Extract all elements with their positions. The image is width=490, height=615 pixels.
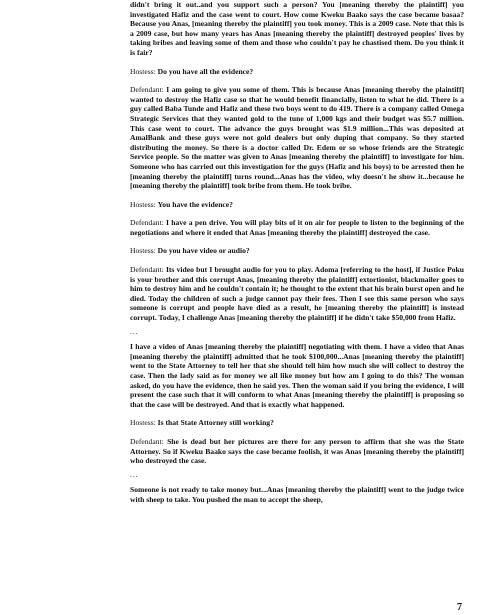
statement-text: She is dead but her pictures are there for any person to affirm that she was the State Attorney. So if Kweku Baako says the case became foolish, it was Anas [meaning thereby the plaintiff] who destroyed the case. — [130, 436, 464, 466]
ellipsis-separator — [130, 470, 464, 480]
statement-text: Do you have video or audio? — [157, 246, 250, 256]
speaker-label: Hostess: — [130, 66, 156, 76]
statement-text: Do you have all the evidence? — [157, 66, 254, 76]
hostess-question — [130, 200, 464, 210]
ellipsis-separator — [130, 327, 464, 337]
ellipsis-text: ... — [130, 326, 139, 336]
statement-text: Its video but I brought audio for you to play. Adoma [referring to the host], if Justice Poku is your brother and this corrupt Anas, [meaning thereby the plaintiff] extortionist, blackmailer goes to him to destroy him and he couldn't contain it; he thought to the extent that his brain burst open and he died. Today the children of such a judge cannot pay their fees. Then I see this same person who says someone is corrupt and people have died as a result, he [meaning thereby the plaintiff] is instead corrupt. Today, I challenge Anas [meaning thereby the plaintiff] if he didn't take $50,000 from Hafiz. — [130, 265, 464, 323]
page-number: 7 — [457, 602, 462, 614]
defendant-statement — [130, 0, 464, 58]
defendant-statement — [130, 218, 464, 237]
speaker-label: Hostess: — [130, 418, 156, 428]
statement-text: didn't bring it out..and you support such a person? You [meaning thereby the plaintiff] you investigated Hafiz and the case went to court. How come Kweku Baako says the case became basaa? Because you Anas, [meaning thereby the plaintiff] you took money. This is a 2009 case. Note that this is a 2009 case, but how many years has Anas [meaning thereby the plaintiff] destroyed peoples' lives by taking bribes and leaving some of them and those who couldn't pay he chastised them. Do you think it is fair? — [130, 0, 464, 57]
speaker-label: Hostess: — [130, 199, 156, 209]
speaker-label: Hostess: — [130, 246, 156, 256]
speaker-label: Defendant: — [130, 85, 164, 95]
document-body — [130, 0, 464, 505]
statement-text: I have a video of Anas [meaning thereby the plaintiff] negotiating with them. I have a video that Anas [meaning thereby the plaintiff] admitted that he took $100,000...Anas [meaning thereby the plaintiff] went to the State Attorney to tell her that she should tell him how much she will collect to destroy the case. Then the lady said as for money we all like money but how am I going to do this? The woman asked, do you have the evidence, then he said yes. Then the woman said if you bring the evidence, I will present the case such that it will conform to what Anas [meaning thereby the plaintiff] is proposing so that the case will be destroyed. And that is exactly what happened. — [130, 342, 464, 409]
speaker-label: Defendant: — [130, 436, 164, 446]
hostess-question — [130, 67, 464, 77]
speaker-label: Defendant: — [130, 265, 164, 275]
defendant-statement — [130, 265, 464, 323]
statement-text: I have a pen drive. You will play bits of it on air for people to listen to the beginning of the negotiations and where it ended that Anas [meaning thereby the plaintiff] destroyed the case. — [130, 218, 464, 237]
statement-text: I am going to give you some of them. This is because Anas [meaning thereby the plaintiff] wanted to destroy the Hafiz case so that he would benefit financially, listen to what he did. There is a guy called Baba Tunde and Hafiz and these two boys went to do 419. There is a company called Omega Strategic Services that they wanted gold to the tune of 1,000 kgs and their budget was $5.7 million. This case went to court. The advance the guys brought was $1.9 million...This was deposited at AmalBank and these guys were not gold dealers but only duping that company. So they started distributing the money. So there is a doctor called Dr. Edem or so whose friends are the Strategic Service people. So the matter was given to Anas [meaning thereby the plaintiff] to investigate for him. Someone who has carried out this investigation for the guys (Hafiz and his boys) to be arrested then he [meaning thereby the plaintiff] turns round...Anas has the video, why doesn't he show it...because he [meaning thereby the plaintiff] took bribe from them. He took bribe. — [130, 85, 465, 191]
defendant-statement — [130, 85, 464, 191]
defendant-statement — [130, 437, 464, 466]
defendant-statement — [130, 485, 464, 504]
statement-text: You have the evidence? — [157, 199, 233, 209]
defendant-statement — [130, 342, 464, 409]
ellipsis-text: ... — [130, 469, 139, 479]
hostess-question — [130, 418, 464, 428]
hostess-question — [130, 246, 464, 256]
statement-text: Someone is not ready to take money but...Anas [meaning thereby the plaintiff] went to the judge twice with sheep to take. You pushed the man to accept the sheep, — [130, 485, 464, 504]
statement-text: Is that State Attorney still working? — [157, 418, 274, 428]
speaker-label: Defendant: — [130, 218, 164, 228]
